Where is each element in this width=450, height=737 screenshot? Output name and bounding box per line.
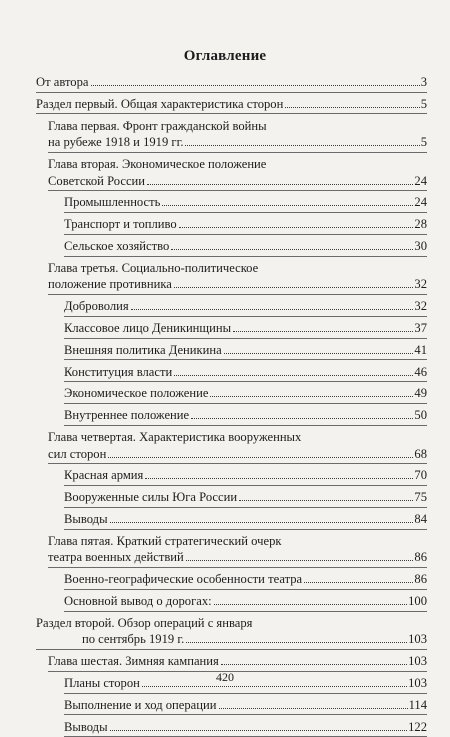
toc-entry-title: Глава шестая. Зимняя кампания xyxy=(48,654,219,669)
toc-entry-title: Планы сторон xyxy=(64,676,140,690)
toc-entry-title-line: Глава первая. Фронт гражданской войны xyxy=(48,118,267,133)
dot-leader xyxy=(174,375,413,376)
toc-entry-title-line: Глава четвертая. Характеристика вооруженных xyxy=(48,430,302,444)
toc-entry-page: 24 xyxy=(414,195,427,210)
toc-entry-page: 37 xyxy=(414,321,427,335)
dot-leader xyxy=(131,309,414,310)
dot-leader xyxy=(108,457,413,458)
toc-entry-title: Внутреннее положение xyxy=(64,408,190,423)
entry-underline xyxy=(36,92,427,93)
dot-leader xyxy=(162,205,413,206)
entry-underline xyxy=(64,256,427,257)
dot-leader xyxy=(221,664,407,665)
entry-underline xyxy=(48,567,427,568)
dot-leader xyxy=(214,604,407,605)
toc-entry-title: От автора xyxy=(36,75,89,89)
toc-entry-title-line: Раздел второй. Обзор операций с января xyxy=(36,615,253,630)
dot-leader xyxy=(110,522,414,523)
entry-underline xyxy=(48,294,427,295)
toc-entry-page: 50 xyxy=(414,408,427,423)
toc-entry-page: 41 xyxy=(414,342,427,357)
dot-leader xyxy=(191,418,413,419)
toc-entry-page: 5 xyxy=(420,96,427,111)
toc-entry-page: 49 xyxy=(414,386,427,401)
entry-underline xyxy=(64,529,427,530)
toc-entry-title: Выводы xyxy=(64,512,108,526)
entry-underline xyxy=(64,212,427,213)
dot-leader xyxy=(179,227,414,228)
toc-entry-title: на рубеже 1918 и 1919 гг. xyxy=(48,135,184,150)
toc-entry-title: Советской России xyxy=(48,173,146,188)
toc-entry-title: Сельское хозяйство xyxy=(64,239,170,253)
toc-entry-page: 30 xyxy=(414,239,427,253)
entry-underline xyxy=(64,381,427,382)
entry-underline xyxy=(64,234,427,235)
toc-entry-page: 103 xyxy=(408,676,427,690)
toc-entry-title: Транспорт и топливо xyxy=(64,217,177,232)
entry-underline xyxy=(64,507,427,508)
toc-entry-page: 32 xyxy=(414,277,427,292)
toc-entry-page: 103 xyxy=(408,654,427,669)
dot-leader xyxy=(110,730,408,731)
dot-leader xyxy=(186,642,407,643)
toc-entry-title-line: Глава вторая. Экономическое положение xyxy=(48,157,267,171)
entry-underline xyxy=(64,611,427,612)
toc-entry-page: 46 xyxy=(414,364,427,379)
toc-entry-title: Выполнение и ход операции xyxy=(64,697,217,712)
dot-leader xyxy=(147,184,413,185)
toc-entry-page: 32 xyxy=(414,299,427,314)
toc-entry-page: 5 xyxy=(420,135,427,150)
toc-entry-title-line: Глава пятая. Краткий стратегический очерк xyxy=(48,533,282,548)
dot-leader xyxy=(185,145,419,146)
dot-leader xyxy=(219,708,408,709)
toc-entry-title: Вооруженные силы Юга России xyxy=(64,490,238,505)
entry-underline xyxy=(64,403,427,404)
dot-leader xyxy=(233,331,413,332)
dot-leader xyxy=(304,582,413,583)
toc-entry-title-line: Глава третья. Социально-политическое xyxy=(48,260,259,275)
toc-entry-title: Основной вывод о дорогах: xyxy=(64,594,212,608)
toc-entry-title: Раздел первый. Общая характеристика сторон xyxy=(36,96,284,111)
dot-leader xyxy=(239,500,413,501)
toc-entry-title: Промышленность xyxy=(64,195,161,210)
toc-entry-title: Внешняя политика Деникина xyxy=(64,342,222,357)
toc-entry-page: 114 xyxy=(408,697,427,712)
toc-entry-page: 84 xyxy=(414,512,427,526)
entry-underline xyxy=(48,190,427,191)
toc-entry-title: Доброволия xyxy=(64,299,129,314)
entry-underline xyxy=(64,316,427,317)
toc-entry-title: Красная армия xyxy=(64,468,144,483)
toc-entry-page: 3 xyxy=(420,75,427,89)
toc-entry-title: Выводы xyxy=(64,719,108,734)
entry-underline xyxy=(64,359,427,360)
toc-entry-title: театра военных действий xyxy=(48,550,184,565)
toc-entry-page: 103 xyxy=(408,632,427,647)
dot-leader xyxy=(171,249,413,250)
dot-leader xyxy=(186,560,414,561)
entry-underline xyxy=(64,485,427,486)
toc-entry-title: по сентябрь 1919 г. xyxy=(82,632,185,647)
toc-entry-title: Военно-географические особенности театра xyxy=(64,572,303,587)
dot-leader xyxy=(91,85,420,86)
entry-underline xyxy=(36,649,427,650)
toc-entry-title: Классовое лицо Деникинщины xyxy=(64,321,232,335)
toc-entry-title: положение противника xyxy=(48,277,172,292)
toc-entry-page: 75 xyxy=(414,490,427,505)
dot-leader xyxy=(224,353,414,354)
toc-entry-page: 86 xyxy=(414,572,427,587)
toc-entry-page: 70 xyxy=(414,468,427,483)
toc-entry-page: 86 xyxy=(414,550,427,565)
page-number: 420 xyxy=(216,670,234,684)
toc-entry-title: Экономическое положение xyxy=(64,386,209,401)
entry-underline xyxy=(64,589,427,590)
entry-underline xyxy=(48,463,427,464)
dot-leader xyxy=(145,478,413,479)
dot-leader xyxy=(285,107,419,108)
toc-entry-title: Конституция власти xyxy=(64,364,173,379)
toc-entry-page: 68 xyxy=(414,446,427,461)
page-title: Оглавление xyxy=(183,48,267,64)
toc-entry-title: сил сторон xyxy=(48,446,107,461)
entry-underline xyxy=(64,693,427,694)
toc-entry-page: 100 xyxy=(408,594,427,608)
dot-leader xyxy=(210,396,413,397)
entry-underline xyxy=(48,152,427,153)
entry-underline xyxy=(64,338,427,339)
entry-underline xyxy=(64,425,427,426)
toc-entry-page: 28 xyxy=(414,217,427,232)
dot-leader xyxy=(142,686,407,687)
toc-entry-page: 122 xyxy=(408,719,427,734)
entry-underline xyxy=(64,714,427,715)
entry-underline xyxy=(36,113,427,114)
toc-entry-page: 24 xyxy=(414,173,427,188)
dot-leader xyxy=(174,287,414,288)
